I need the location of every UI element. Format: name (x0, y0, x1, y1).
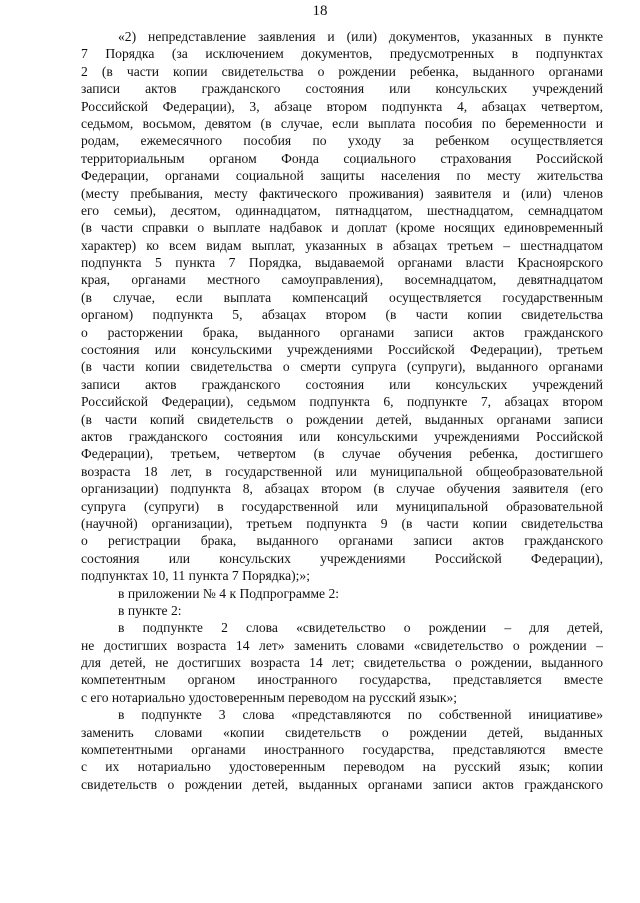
text-line: состояния или консульскими учреждениями Российской Федерации), третьем (81, 342, 603, 358)
text-line: супруга (супруги) в государственной или муниципальной образовательной (81, 498, 603, 514)
text-line: (в части копии свидетельства о смерти супруга (супруги), выданного органами (81, 359, 603, 375)
text-line: Российской Федерации), 3, абзаце втором подпункта 4, абзацах четвертом, (81, 98, 603, 114)
text-line: 2 (в части копии свидетельства о рождении ребенка, выданного органами (81, 63, 603, 79)
text-line: органом) подпункта 5, абзацах втором (в части копии свидетельства (81, 307, 603, 323)
text-line: с его нотариально удостоверенным переводом на русский язык»; (81, 689, 458, 705)
text-line: его семьи), десятом, одиннадцатом, пятнадцатом, шестнадцатом, семнадцатом (81, 202, 603, 218)
text-line: (в части копий свидетельств о рождении детей, выданных органами записи (81, 411, 603, 427)
text-line: (в случае, если выплата компенсаций осуществляется государственным (81, 289, 603, 305)
text-line: компетентными органами иностранного государства, представляются вместе (81, 742, 603, 758)
text-line: (в части справки о выплате надбавок и доплат (кроме носящих единовременный (81, 220, 603, 236)
text-line: (научной) организации), третьем подпункта 9 (в части копии свидетельства (81, 515, 603, 531)
text-line: в подпункте 2 слова «свидетельство о рождении – для детей, (118, 620, 603, 636)
text-line: актов гражданского состояния или консульскими учреждениями Российской (81, 428, 603, 444)
text-line: о расторжении брака, выданного органами записи актов гражданского (81, 324, 603, 340)
text-line: заменить словами «копии свидетельств о рождении детей, выданных (81, 724, 603, 740)
text-line: Федерации, органами социальной защиты населения по месту жительства (81, 168, 603, 184)
text-line: территориальным органом Фонда социального страхования Российской (81, 150, 603, 166)
text-line: с их нотариально удостоверенным переводом на русский язык; копии (81, 759, 603, 775)
text-line: (месту пребывания, месту фактического проживания) заявителя и (или) членов (81, 185, 603, 201)
text-line: родам, ежемесячного пособия по уходу за ребенком осуществляется (81, 133, 603, 149)
text-line: в приложении № 4 к Подпрограмме 2: (118, 585, 340, 601)
text-line: Российской Федерации), седьмом подпункта 6, подпункте 7, абзацах втором (81, 394, 603, 410)
text-line: 7 Порядка (за исключением документов, предусмотренных в подпунктах (81, 46, 603, 62)
text-line: подпунктах 10, 11 пункта 7 Порядка);»; (81, 568, 310, 584)
text-line: состояния или консульских учреждениями Российской Федерации), (81, 550, 603, 566)
text-line: о регистрации брака, выданного органами записи актов гражданского (81, 533, 603, 549)
text-line: не достигших возраста 14 лет» заменить словами «свидетельство о рождении – (81, 637, 603, 653)
document-body (81, 28, 603, 793)
text-line: подпункта 5 пункта 7 Порядка, выдаваемой органами власти Красноярского (81, 255, 603, 271)
text-line: для детей, не достигших возраста 14 лет; свидетельства о рождении, выданного (81, 655, 603, 671)
text-line: седьмом, восьмом, девятом (в случае, если выплата пособия по беременности и (81, 115, 603, 131)
text-line: свидетельств о рождении детей, выданных органами записи актов гражданского (81, 776, 603, 792)
text-line: в подпункте 3 слова «представляются по собственной инициативе» (118, 707, 603, 723)
text-line: края, органами местного самоуправления), восемнадцатом, девятнадцатом (81, 272, 603, 288)
page-number: 18 (312, 3, 328, 19)
text-line: возраста 18 лет, в государственной или муниципальной общеобразовательной (81, 463, 603, 479)
text-line: «2) непредставление заявления и (или) документов, указанных в пункте (118, 29, 603, 44)
text-line: записи актов гражданского состояния или консульских учреждений (81, 376, 603, 392)
text-line: записи актов гражданского состояния или консульских учреждений (81, 81, 603, 97)
text-line: Федерации), третьем, четвертом (в случае обучения ребенка, достигшего (81, 446, 603, 462)
text-line: в пункте 2: (118, 602, 182, 618)
text-line: компетентным органом иностранного государства, представляется вместе (81, 672, 603, 688)
text-line: характер) ко всем видам выплат, указанных в абзацах третьем – шестнадцатом (81, 237, 603, 253)
text-line: организации) подпункта 8, абзацах втором (в случае обучения заявителя (его (81, 481, 603, 497)
